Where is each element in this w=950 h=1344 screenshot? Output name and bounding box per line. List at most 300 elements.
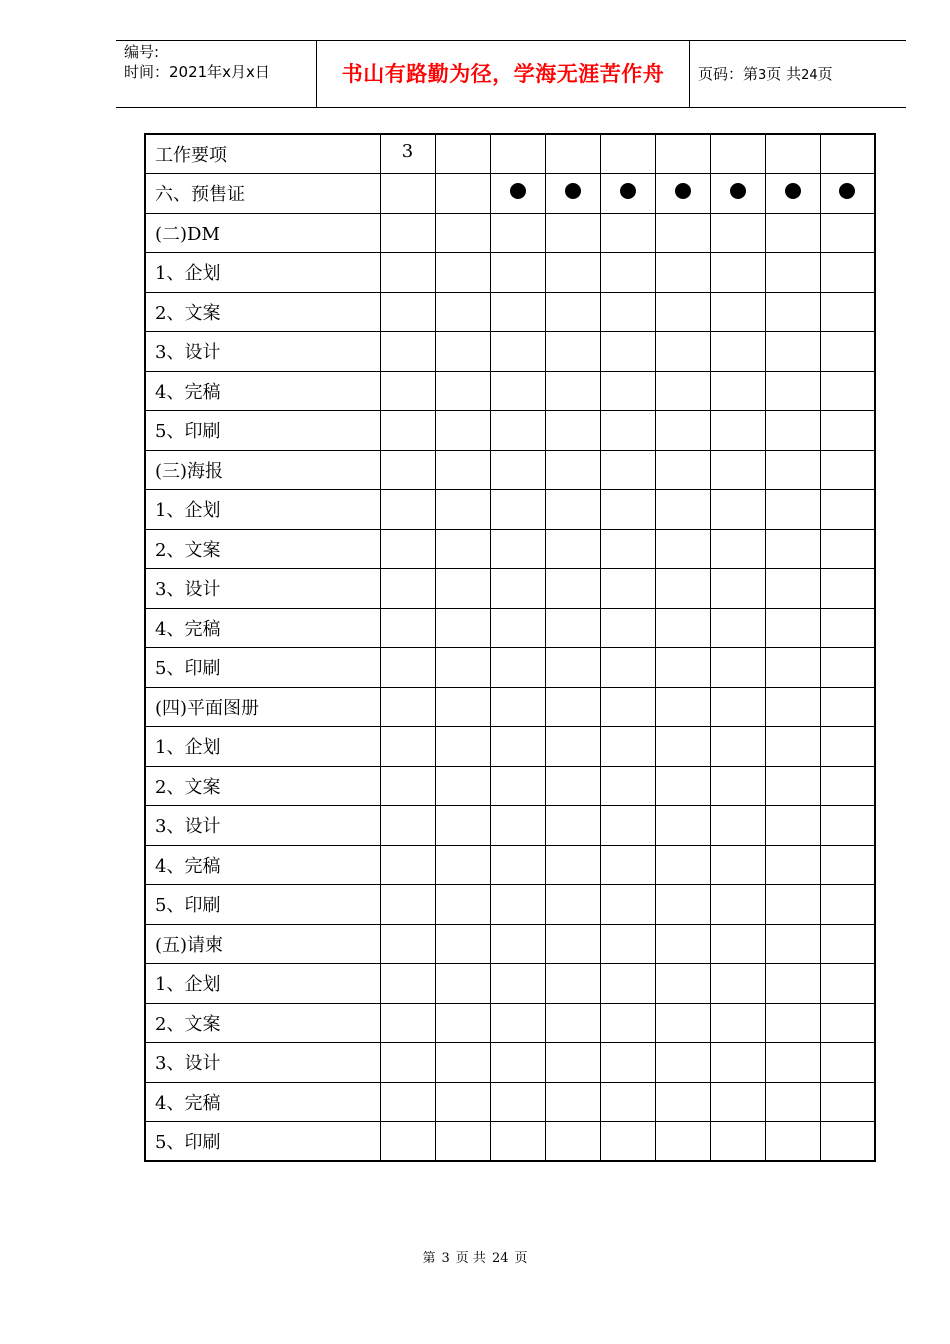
row-value <box>380 411 435 451</box>
row-label: 4、完稿 <box>145 1082 380 1122</box>
schedule-cell <box>820 569 875 609</box>
row-value <box>380 608 435 648</box>
filled-circle-icon <box>675 183 691 199</box>
row-label: 3、设计 <box>145 332 380 372</box>
schedule-cell <box>655 687 710 727</box>
page-current: 3 <box>758 68 767 83</box>
table-row <box>145 134 875 174</box>
table-row <box>145 806 875 846</box>
schedule-cell <box>710 687 765 727</box>
schedule-cell <box>820 766 875 806</box>
schedule-cell <box>490 648 545 688</box>
schedule-cell <box>545 1003 600 1043</box>
table-row <box>145 1082 875 1122</box>
schedule-cell <box>600 213 655 253</box>
filled-circle-icon <box>620 183 636 199</box>
schedule-cell <box>435 292 490 332</box>
schedule-cell <box>710 292 765 332</box>
schedule-cell <box>655 845 710 885</box>
schedule-cell <box>765 213 820 253</box>
table-row <box>145 411 875 451</box>
schedule-cell <box>765 964 820 1004</box>
schedule-cell <box>820 450 875 490</box>
row-label: 5、印刷 <box>145 1122 380 1162</box>
schedule-cell <box>435 727 490 767</box>
table-row <box>145 490 875 530</box>
schedule-cell <box>435 1043 490 1083</box>
schedule-cell <box>710 371 765 411</box>
schedule-cell <box>655 569 710 609</box>
filled-circle-icon <box>565 183 581 199</box>
schedule-cell <box>710 174 765 214</box>
schedule-cell <box>655 253 710 293</box>
row-value <box>380 727 435 767</box>
schedule-cell <box>600 766 655 806</box>
schedule-cell <box>765 1003 820 1043</box>
header-motto: 书山有路勤为径，学海无涯苦作舟 <box>341 62 665 86</box>
schedule-cell <box>600 292 655 332</box>
schedule-cell <box>710 806 765 846</box>
row-label: 4、完稿 <box>145 371 380 411</box>
schedule-cell <box>710 608 765 648</box>
row-value <box>380 1082 435 1122</box>
schedule-cell <box>655 332 710 372</box>
schedule-cell <box>765 845 820 885</box>
schedule-cell <box>490 411 545 451</box>
page-mid: 页 共 <box>766 65 802 83</box>
schedule-cell <box>820 806 875 846</box>
schedule-cell <box>820 687 875 727</box>
schedule-cell <box>820 885 875 925</box>
schedule-cell <box>435 648 490 688</box>
schedule-cell <box>600 529 655 569</box>
schedule-cell <box>435 964 490 1004</box>
table-row <box>145 332 875 372</box>
schedule-cell <box>490 806 545 846</box>
schedule-cell <box>710 253 765 293</box>
schedule-cell <box>545 490 600 530</box>
row-label: 1、企划 <box>145 964 380 1004</box>
schedule-cell <box>600 1082 655 1122</box>
filled-circle-icon <box>510 183 526 199</box>
schedule-cell <box>820 608 875 648</box>
schedule-cell <box>435 885 490 925</box>
schedule-cell <box>600 924 655 964</box>
schedule-cell <box>765 490 820 530</box>
footer-mid: 页 共 <box>455 1251 486 1266</box>
schedule-cell <box>490 1003 545 1043</box>
footer-suffix: 页 <box>514 1251 528 1266</box>
schedule-cell <box>545 727 600 767</box>
table-row <box>145 529 875 569</box>
row-label: (三)海报 <box>145 450 380 490</box>
row-label: 2、文案 <box>145 766 380 806</box>
schedule-cell <box>655 608 710 648</box>
schedule-cell <box>600 371 655 411</box>
row-label: 2、文案 <box>145 1003 380 1043</box>
row-label: 1、企划 <box>145 727 380 767</box>
schedule-cell <box>765 332 820 372</box>
schedule-cell <box>710 569 765 609</box>
schedule-cell <box>435 608 490 648</box>
schedule-cell <box>545 174 600 214</box>
schedule-cell <box>600 806 655 846</box>
schedule-cell <box>490 964 545 1004</box>
schedule-cell <box>490 569 545 609</box>
schedule-cell <box>435 924 490 964</box>
schedule-cell <box>655 213 710 253</box>
schedule-cell <box>655 806 710 846</box>
row-value <box>380 213 435 253</box>
schedule-cell <box>600 727 655 767</box>
schedule-cell <box>490 727 545 767</box>
row-label: 4、完稿 <box>145 845 380 885</box>
schedule-cell <box>655 490 710 530</box>
schedule-cell <box>490 174 545 214</box>
schedule-cell <box>655 174 710 214</box>
schedule-cell <box>765 1082 820 1122</box>
schedule-cell <box>820 253 875 293</box>
schedule-cell <box>435 134 490 174</box>
row-value <box>380 845 435 885</box>
schedule-cell <box>655 1082 710 1122</box>
schedule-cell <box>490 332 545 372</box>
row-value <box>380 569 435 609</box>
schedule-cell <box>600 411 655 451</box>
schedule-cell <box>765 1043 820 1083</box>
schedule-cell <box>545 885 600 925</box>
schedule-cell <box>545 253 600 293</box>
row-label: (四)平面图册 <box>145 687 380 727</box>
schedule-cell <box>765 1122 820 1162</box>
schedule-cell <box>600 1122 655 1162</box>
schedule-cell <box>820 1003 875 1043</box>
table-row <box>145 569 875 609</box>
schedule-cell <box>435 213 490 253</box>
schedule-cell <box>655 1122 710 1162</box>
schedule-cell <box>545 608 600 648</box>
row-value <box>380 806 435 846</box>
row-value <box>380 174 435 214</box>
row-value <box>380 964 435 1004</box>
schedule-cell <box>820 292 875 332</box>
schedule-cell <box>435 332 490 372</box>
schedule-cell <box>600 885 655 925</box>
schedule-cell <box>655 648 710 688</box>
schedule-cell <box>435 174 490 214</box>
schedule-cell <box>490 885 545 925</box>
schedule-cell <box>435 1003 490 1043</box>
schedule-cell <box>545 924 600 964</box>
schedule-cell <box>435 411 490 451</box>
row-value <box>380 253 435 293</box>
schedule-cell <box>655 964 710 1004</box>
table-row <box>145 253 875 293</box>
schedule-cell <box>490 1043 545 1083</box>
table-row <box>145 1043 875 1083</box>
schedule-cell <box>435 806 490 846</box>
schedule-cell <box>435 1082 490 1122</box>
schedule-cell <box>710 964 765 1004</box>
header-top-rule <box>116 40 906 41</box>
schedule-cell <box>765 727 820 767</box>
schedule-cell <box>765 529 820 569</box>
schedule-cell <box>655 134 710 174</box>
table-row <box>145 648 875 688</box>
page-prefix: 页码：第 <box>698 65 759 83</box>
schedule-cell <box>600 608 655 648</box>
schedule-cell <box>820 332 875 372</box>
schedule-cell <box>600 964 655 1004</box>
row-value <box>380 529 435 569</box>
schedule-cell <box>490 608 545 648</box>
table-row <box>145 174 875 214</box>
schedule-cell <box>435 490 490 530</box>
row-value <box>380 1122 435 1162</box>
schedule-cell <box>765 766 820 806</box>
schedule-cell <box>600 1003 655 1043</box>
schedule-cell <box>545 806 600 846</box>
row-value <box>380 1043 435 1083</box>
schedule-cell <box>490 292 545 332</box>
schedule-cell <box>655 411 710 451</box>
row-value <box>380 450 435 490</box>
schedule-cell <box>765 608 820 648</box>
schedule-cell <box>655 924 710 964</box>
schedule-cell <box>710 766 765 806</box>
schedule-cell <box>655 1043 710 1083</box>
row-label: 5、印刷 <box>145 411 380 451</box>
schedule-cell <box>600 253 655 293</box>
schedule-cell <box>545 687 600 727</box>
schedule-cell <box>600 332 655 372</box>
schedule-cell <box>710 529 765 569</box>
schedule-cell <box>710 450 765 490</box>
table-row <box>145 213 875 253</box>
schedule-cell <box>820 924 875 964</box>
table-row <box>145 1122 875 1162</box>
footer-total: 24 <box>491 1251 509 1266</box>
row-value <box>380 648 435 688</box>
page-total: 24 <box>801 68 818 83</box>
schedule-cell <box>435 845 490 885</box>
row-value: 3 <box>380 134 435 174</box>
schedule-cell <box>545 213 600 253</box>
schedule-cell <box>710 1043 765 1083</box>
schedule-cell <box>490 134 545 174</box>
row-label: 3、设计 <box>145 569 380 609</box>
schedule-cell <box>490 213 545 253</box>
schedule-cell <box>545 964 600 1004</box>
row-value <box>380 1003 435 1043</box>
schedule-table <box>144 133 876 1162</box>
schedule-cell <box>820 490 875 530</box>
table-row <box>145 727 875 767</box>
schedule-cell <box>820 411 875 451</box>
schedule-cell <box>490 371 545 411</box>
schedule-cell <box>490 924 545 964</box>
schedule-cell <box>820 1122 875 1162</box>
schedule-cell <box>765 450 820 490</box>
table-row <box>145 964 875 1004</box>
schedule-cell <box>545 1122 600 1162</box>
schedule-cell <box>490 1122 545 1162</box>
schedule-cell <box>545 1043 600 1083</box>
schedule-cell <box>545 411 600 451</box>
schedule-cell <box>710 1122 765 1162</box>
row-value <box>380 292 435 332</box>
schedule-cell <box>545 766 600 806</box>
schedule-cell <box>820 529 875 569</box>
schedule-cell <box>655 450 710 490</box>
schedule-cell <box>490 845 545 885</box>
schedule-cell <box>710 1003 765 1043</box>
schedule-cell <box>490 450 545 490</box>
schedule-cell <box>710 490 765 530</box>
schedule-cell <box>490 529 545 569</box>
schedule-cell <box>765 924 820 964</box>
row-label: 2、文案 <box>145 292 380 332</box>
schedule-cell <box>545 529 600 569</box>
table-row <box>145 608 875 648</box>
schedule-cell <box>765 292 820 332</box>
table-row <box>145 845 875 885</box>
schedule-cell <box>710 924 765 964</box>
schedule-cell <box>435 450 490 490</box>
schedule-cell <box>435 687 490 727</box>
schedule-cell <box>820 964 875 1004</box>
row-value <box>380 885 435 925</box>
schedule-cell <box>600 687 655 727</box>
schedule-cell <box>490 253 545 293</box>
schedule-cell <box>765 134 820 174</box>
schedule-cell <box>710 134 765 174</box>
row-value <box>380 332 435 372</box>
schedule-cell <box>710 845 765 885</box>
schedule-cell <box>490 1082 545 1122</box>
table-row <box>145 924 875 964</box>
schedule-cell <box>655 766 710 806</box>
schedule-cell <box>765 411 820 451</box>
table-row <box>145 687 875 727</box>
schedule-cell <box>600 648 655 688</box>
table-row <box>145 766 875 806</box>
schedule-cell <box>655 371 710 411</box>
schedule-cell <box>765 648 820 688</box>
table-row <box>145 885 875 925</box>
header-bottom-rule <box>116 107 906 108</box>
schedule-cell <box>545 332 600 372</box>
row-label: 1、企划 <box>145 490 380 530</box>
schedule-cell <box>545 450 600 490</box>
schedule-cell <box>820 174 875 214</box>
schedule-cell <box>490 687 545 727</box>
schedule-cell <box>765 569 820 609</box>
schedule-cell <box>710 1082 765 1122</box>
schedule-cell <box>435 569 490 609</box>
schedule-cell <box>545 569 600 609</box>
table-row <box>145 1003 875 1043</box>
row-value <box>380 490 435 530</box>
row-label: 5、印刷 <box>145 648 380 688</box>
filled-circle-icon <box>730 183 746 199</box>
schedule-cell <box>490 766 545 806</box>
row-value <box>380 766 435 806</box>
schedule-cell <box>765 253 820 293</box>
schedule-cell <box>655 885 710 925</box>
schedule-cell <box>655 292 710 332</box>
footer-current: 3 <box>441 1251 450 1266</box>
schedule-cell <box>545 648 600 688</box>
schedule-cell <box>765 174 820 214</box>
header-meta <box>124 42 270 82</box>
row-label: (二)DM <box>145 213 380 253</box>
schedule-cell <box>820 1043 875 1083</box>
schedule-cell <box>655 529 710 569</box>
header-page-indicator <box>698 63 833 87</box>
row-value <box>380 924 435 964</box>
page-suffix: 页 <box>817 65 833 83</box>
schedule-cell <box>600 1043 655 1083</box>
schedule-cell <box>545 845 600 885</box>
row-label: 2、文案 <box>145 529 380 569</box>
schedule-cell <box>655 727 710 767</box>
schedule-cell <box>435 371 490 411</box>
document-number-label: 编号: <box>124 43 160 61</box>
schedule-cell <box>545 134 600 174</box>
schedule-cell <box>435 529 490 569</box>
schedule-cell <box>600 845 655 885</box>
row-label: 5、印刷 <box>145 885 380 925</box>
row-label: (五)请柬 <box>145 924 380 964</box>
schedule-cell <box>655 1003 710 1043</box>
schedule-cell <box>710 885 765 925</box>
schedule-cell <box>820 1082 875 1122</box>
schedule-cell <box>600 174 655 214</box>
row-label: 六、预售证 <box>145 174 380 214</box>
schedule-cell <box>710 727 765 767</box>
footer-prefix: 第 <box>422 1251 436 1266</box>
schedule-cell <box>545 292 600 332</box>
schedule-cell <box>820 648 875 688</box>
schedule-cell <box>600 569 655 609</box>
row-label: 工作要项 <box>145 134 380 174</box>
schedule-cell <box>765 885 820 925</box>
schedule-cell <box>765 371 820 411</box>
schedule-cell <box>600 134 655 174</box>
header-divider <box>689 40 690 107</box>
schedule-cell <box>710 213 765 253</box>
row-label: 4、完稿 <box>145 608 380 648</box>
schedule-cell <box>820 371 875 411</box>
page-footer <box>0 1247 950 1266</box>
table-row <box>145 371 875 411</box>
schedule-cell <box>600 450 655 490</box>
document-time: 时间：2021年x月x日 <box>124 63 270 81</box>
schedule-cell <box>710 648 765 688</box>
filled-circle-icon <box>785 183 801 199</box>
row-value <box>380 687 435 727</box>
schedule-cell <box>435 1122 490 1162</box>
schedule-cell <box>820 134 875 174</box>
row-label: 1、企划 <box>145 253 380 293</box>
filled-circle-icon <box>839 183 855 199</box>
schedule-cell <box>600 490 655 530</box>
schedule-cell <box>820 845 875 885</box>
schedule-cell <box>710 332 765 372</box>
schedule-cell <box>820 213 875 253</box>
schedule-cell <box>820 727 875 767</box>
